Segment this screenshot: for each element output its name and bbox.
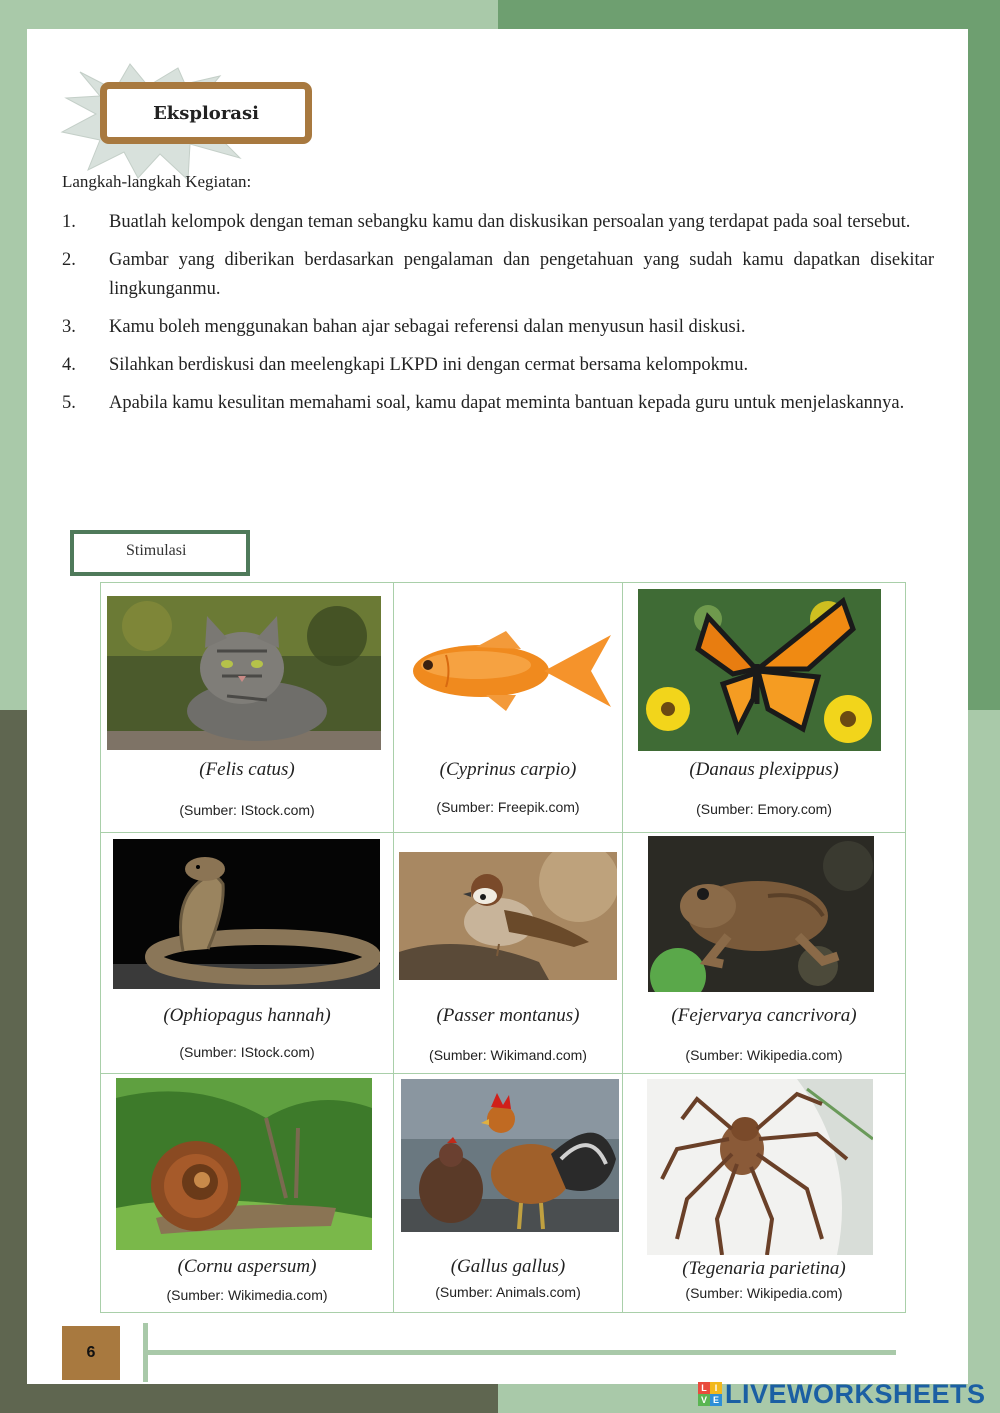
animal-name: (Danaus plexippus) bbox=[689, 759, 839, 780]
eksplorasi-badge bbox=[100, 82, 312, 144]
animal-source: (Sumber: Animals.com) bbox=[435, 1284, 581, 1300]
animal-source: (Sumber: Wikimand.com) bbox=[429, 1047, 587, 1063]
spider-photo bbox=[647, 1079, 873, 1255]
logo-letter: L bbox=[698, 1382, 710, 1394]
list-item bbox=[62, 208, 934, 237]
watermark-text: LIVEWORKSHEETS bbox=[725, 1378, 986, 1409]
list-item bbox=[62, 313, 934, 342]
step-text: Silahkan berdiskusi dan meelengkapi LKPD ini dengan cermat bersama kelompokmu. bbox=[109, 355, 749, 375]
animal-source: (Sumber: Freepik.com) bbox=[436, 799, 580, 815]
page-number: 6 bbox=[62, 1326, 120, 1380]
step-text: Apabila kamu kesulitan memahami soal, kamu dapat meminta bantuan kepada guru untuk menjelaskannya. bbox=[109, 393, 905, 413]
animal-source: (Sumber: Wikipedia.com) bbox=[685, 1285, 843, 1301]
step-number: 5. bbox=[62, 393, 76, 413]
animal-source: (Sumber: IStock.com) bbox=[179, 802, 315, 818]
animal-grid bbox=[100, 582, 906, 1313]
snail-photo bbox=[116, 1078, 372, 1250]
animal-name: (Gallus gallus) bbox=[450, 1256, 566, 1277]
steps-list bbox=[62, 208, 934, 427]
animal-cell bbox=[101, 583, 394, 833]
liveworksheets-logo-icon bbox=[698, 1382, 722, 1406]
liveworksheets-watermark bbox=[698, 1378, 986, 1410]
animal-name: (Fejervarya cancrivora) bbox=[671, 1005, 857, 1026]
animal-source: (Sumber: Wikimedia.com) bbox=[166, 1287, 328, 1303]
step-text: Gambar yang diberikan berdasarkan pengalaman dan pengetahuan yang sudah kamu dapatkan disekitar lingkunganmu. bbox=[109, 250, 934, 299]
rooster-photo bbox=[401, 1079, 619, 1232]
frog-photo bbox=[648, 836, 874, 992]
logo-letter: E bbox=[710, 1394, 722, 1406]
intro-text: Langkah-langkah Kegiatan: bbox=[62, 172, 252, 191]
animal-cell bbox=[394, 583, 623, 833]
stimulasi-label: Stimulasi bbox=[70, 530, 250, 576]
list-item bbox=[62, 389, 934, 418]
animal-cell bbox=[394, 1074, 623, 1312]
list-item bbox=[62, 246, 934, 304]
animal-name: (Cyprinus carpio) bbox=[439, 759, 577, 780]
list-item bbox=[62, 351, 934, 380]
logo-letter: I bbox=[710, 1382, 722, 1394]
animal-name: (Cornu aspersum) bbox=[177, 1256, 317, 1277]
cobra-photo bbox=[113, 839, 380, 989]
animal-name: (Passer montanus) bbox=[436, 1005, 580, 1026]
animal-cell bbox=[101, 833, 394, 1074]
sparrow-photo bbox=[399, 852, 617, 980]
footer-line bbox=[146, 1350, 896, 1355]
logo-letter: V bbox=[698, 1394, 710, 1406]
step-text: Buatlah kelompok dengan teman sebangku kamu dan diskusikan persoalan yang terdapat pada soal tersebut. bbox=[109, 212, 911, 232]
step-text: Kamu boleh menggunakan bahan ajar sebagai referensi dalan menyusun hasil diskusi. bbox=[109, 317, 746, 337]
animal-source: (Sumber: Emory.com) bbox=[696, 801, 832, 817]
butterfly-photo bbox=[638, 589, 881, 751]
animal-cell bbox=[394, 833, 623, 1074]
animal-name: (Tegenaria parietina) bbox=[682, 1258, 846, 1279]
animal-cell bbox=[623, 583, 905, 833]
cat-photo bbox=[107, 596, 381, 750]
animal-name: (Felis catus) bbox=[199, 759, 295, 780]
step-number: 1. bbox=[62, 212, 76, 232]
animal-cell bbox=[623, 833, 905, 1074]
animal-source: (Sumber: Wikipedia.com) bbox=[685, 1047, 843, 1063]
animal-cell bbox=[101, 1074, 394, 1312]
step-number: 4. bbox=[62, 355, 76, 375]
animal-source: (Sumber: IStock.com) bbox=[179, 1044, 315, 1060]
step-number: 3. bbox=[62, 317, 76, 337]
goldfish-photo bbox=[406, 625, 616, 715]
animal-cell bbox=[623, 1074, 905, 1312]
step-number: 2. bbox=[62, 250, 76, 270]
eksplorasi-label: Eksplorasi bbox=[153, 102, 259, 124]
animal-name: (Ophiopagus hannah) bbox=[163, 1005, 331, 1026]
